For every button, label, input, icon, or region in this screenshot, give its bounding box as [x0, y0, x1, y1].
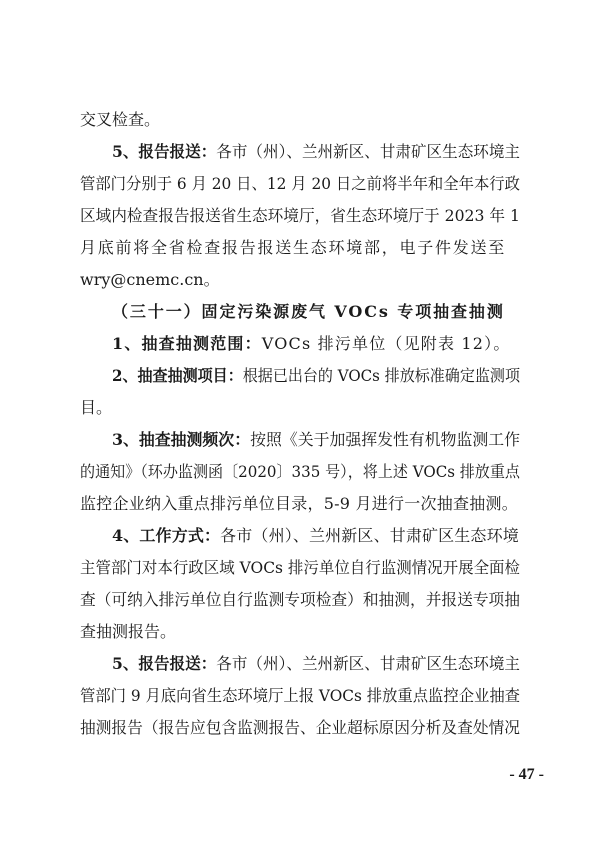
text-line: [0, 712, 600, 744]
text-line: [0, 392, 600, 424]
text-line: [0, 456, 600, 488]
text-segment: 交叉检查。: [80, 110, 161, 129]
text-segment: 各市（州）、兰州新区、甘肃矿区生态环境主: [216, 142, 520, 161]
text-segment: 区域内检查报告报送省生态环境厅，省生态环境厅于 2023 年 1: [80, 206, 520, 225]
text-segment: 管部门分别于 6 月 20 日、12 月 20 日之前将半年和全年本行政: [80, 174, 520, 193]
text-line: [0, 200, 600, 232]
section-heading-text: （三十一）固定污染源废气 VOCs 专项抽查抽测: [112, 302, 505, 321]
item-label: 5、报告报送：: [112, 654, 217, 673]
text-segment: 管部门 9 月底向省生态环境厅上报 VOCs 排放重点监控企业抽查: [80, 686, 520, 705]
item-label: 4、工作方式：: [112, 526, 221, 545]
text-segment: 主管部门对本行政区域 VOCs 排污单位自行监测情况开展全面检: [80, 558, 520, 577]
text-line: [0, 648, 600, 680]
email-text: wry@cnemc.cn。: [80, 270, 220, 289]
text-line: [0, 232, 600, 264]
page-number: - 47 -: [509, 766, 544, 783]
text-line: [0, 680, 600, 712]
section-heading: [0, 296, 600, 328]
item-label: 5、报告报送：: [112, 142, 217, 161]
text-segment: 查抽测报告。: [80, 622, 177, 641]
text-segment: 目。: [80, 398, 113, 417]
text-segment: 各市（州）、兰州新区、甘肃矿区生态环境: [220, 526, 519, 545]
text-line: [0, 616, 600, 648]
text-line: [0, 488, 600, 520]
text-segment: 根据已出台的 VOCs 排放标准确定监测项: [242, 366, 520, 385]
text-segment: 查（可纳入排污单位自行监测专项检查）和抽测，并报送专项抽: [80, 590, 520, 609]
text-segment: 月底前将全省检查报告报送生态环境部，电子件发送至: [80, 238, 506, 257]
text-segment: VOCs 排污单位（见附表 12）。: [261, 334, 511, 353]
text-line: [0, 136, 600, 168]
item-label: 1、抽查抽测范围：: [112, 334, 262, 353]
text-segment: 按照《关于加强挥发性有机物监测工作: [250, 430, 520, 449]
text-segment: 的通知》（环办监测函〔2020〕335 号），将上述 VOCs 排放重点: [80, 462, 520, 481]
item-label: 2、抽查抽测项目：: [112, 366, 243, 385]
text-line: [0, 584, 600, 616]
text-line: [0, 520, 600, 552]
text-segment: 抽测报告（报告应包含监测报告、企业超标原因分析及查处情况: [80, 718, 520, 737]
item-label: 3、抽查抽测频次：: [112, 430, 251, 449]
text-line: [0, 168, 600, 200]
text-line: [0, 264, 600, 296]
text-line: [0, 424, 600, 456]
text-line: [0, 360, 600, 392]
text-line: [0, 552, 600, 584]
text-segment: 监控企业纳入重点排污单位目录，5-9 月进行一次抽查抽测。: [80, 494, 519, 513]
text-segment: 各市（州）、兰州新区、甘肃矿区生态环境主: [216, 654, 520, 673]
text-line: [0, 328, 600, 360]
text-line: [0, 104, 600, 136]
